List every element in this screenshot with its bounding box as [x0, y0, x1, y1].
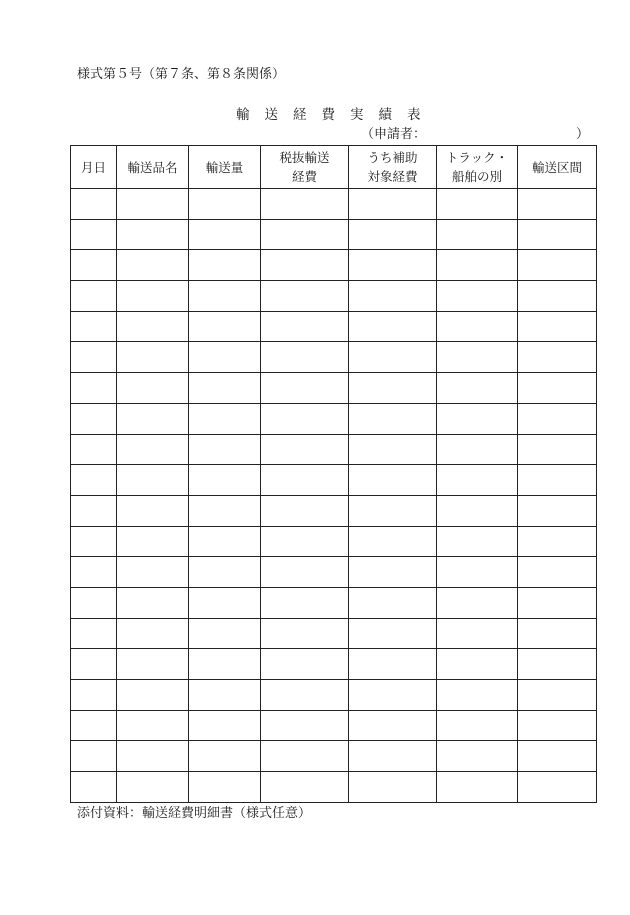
header-quantity — [189, 146, 261, 189]
cell-pretax-cost[interactable] — [261, 587, 349, 618]
cell-transport-mode[interactable] — [437, 250, 518, 281]
table-row — [71, 526, 597, 557]
cell-transport-mode[interactable] — [437, 342, 518, 373]
cell-date[interactable] — [71, 557, 117, 588]
header-transport-mode — [437, 146, 518, 189]
cell-quantity[interactable] — [189, 311, 261, 342]
cell-quantity[interactable] — [189, 649, 261, 680]
applicant-field[interactable] — [361, 126, 589, 144]
table-row — [71, 434, 597, 465]
cell-subsidy-cost[interactable] — [349, 373, 437, 404]
cell-quantity[interactable] — [189, 189, 261, 220]
cell-route[interactable] — [518, 557, 597, 588]
cell-item-name[interactable] — [117, 772, 189, 803]
cell-pretax-cost[interactable] — [261, 495, 349, 526]
cell-pretax-cost[interactable] — [261, 526, 349, 557]
cell-date[interactable] — [71, 311, 117, 342]
table-row — [71, 465, 597, 496]
cell-date[interactable] — [71, 219, 117, 250]
cell-quantity[interactable] — [189, 741, 261, 772]
header-item-name — [117, 146, 189, 189]
table-header-row — [71, 146, 597, 189]
cell-quantity[interactable] — [189, 680, 261, 711]
header-pretax-cost-line2: 経費 — [291, 169, 317, 184]
cell-transport-mode[interactable] — [437, 741, 518, 772]
cell-date[interactable] — [71, 495, 117, 526]
cell-date[interactable] — [71, 649, 117, 680]
cell-pretax-cost[interactable] — [261, 741, 349, 772]
cell-item-name[interactable] — [117, 680, 189, 711]
cell-route[interactable] — [518, 465, 597, 496]
cell-subsidy-cost[interactable] — [349, 434, 437, 465]
cell-subsidy-cost[interactable] — [349, 465, 437, 496]
cell-transport-mode[interactable] — [437, 526, 518, 557]
cell-item-name[interactable] — [117, 710, 189, 741]
table-row — [71, 649, 597, 680]
cell-subsidy-cost[interactable] — [349, 710, 437, 741]
cell-date[interactable] — [71, 526, 117, 557]
table-row — [71, 373, 597, 404]
cell-route[interactable] — [518, 680, 597, 711]
cell-quantity[interactable] — [189, 403, 261, 434]
cell-quantity[interactable] — [189, 495, 261, 526]
cell-transport-mode[interactable] — [437, 680, 518, 711]
cell-pretax-cost[interactable] — [261, 649, 349, 680]
header-pretax-cost-line1: 税抜輸送 — [279, 150, 330, 165]
cell-transport-mode[interactable] — [437, 557, 518, 588]
transport-cost-table — [70, 145, 597, 803]
table-row — [71, 618, 597, 649]
cell-date[interactable] — [71, 281, 117, 312]
cell-pretax-cost[interactable] — [261, 557, 349, 588]
cell-date[interactable] — [71, 618, 117, 649]
cell-quantity[interactable] — [189, 342, 261, 373]
header-subsidy-cost-line2: 対象経費 — [367, 169, 418, 184]
cell-pretax-cost[interactable] — [261, 680, 349, 711]
cell-pretax-cost[interactable] — [261, 434, 349, 465]
cell-transport-mode[interactable] — [437, 710, 518, 741]
document-title: 輸送経費実績表 — [236, 107, 436, 123]
cell-quantity[interactable] — [189, 465, 261, 496]
cell-quantity[interactable] — [189, 587, 261, 618]
cell-subsidy-cost[interactable] — [349, 495, 437, 526]
cell-item-name[interactable] — [117, 403, 189, 434]
cell-subsidy-cost[interactable] — [349, 311, 437, 342]
table-row — [71, 772, 597, 803]
cell-item-name[interactable] — [117, 526, 189, 557]
table-row — [71, 495, 597, 526]
table-row — [71, 219, 597, 250]
cell-route[interactable] — [518, 342, 597, 373]
header-pretax-cost — [261, 146, 349, 189]
cell-date[interactable] — [71, 342, 117, 373]
cell-pretax-cost[interactable] — [261, 189, 349, 220]
cell-transport-mode[interactable] — [437, 465, 518, 496]
attachment-note: 添付資料：輸送経費明細書（様式任意） — [77, 806, 312, 821]
cell-quantity[interactable] — [189, 250, 261, 281]
cell-item-name[interactable] — [117, 373, 189, 404]
cell-subsidy-cost[interactable] — [349, 189, 437, 220]
cell-subsidy-cost[interactable] — [349, 772, 437, 803]
header-item-name-line1: 輸送品名 — [127, 159, 178, 175]
cell-transport-mode[interactable] — [437, 772, 518, 803]
table-row — [71, 741, 597, 772]
cell-quantity[interactable] — [189, 281, 261, 312]
header-subsidy-cost-line1: うち補助 — [367, 150, 418, 165]
cell-route[interactable] — [518, 649, 597, 680]
cell-date[interactable] — [71, 680, 117, 711]
cell-transport-mode[interactable] — [437, 311, 518, 342]
cell-date[interactable] — [71, 587, 117, 618]
cell-route[interactable] — [518, 189, 597, 220]
header-transport-mode-line1: トラック・ — [445, 150, 509, 165]
cell-item-name[interactable] — [117, 741, 189, 772]
cell-subsidy-cost[interactable] — [349, 219, 437, 250]
header-quantity-line1: 輸送量 — [205, 159, 244, 175]
cell-quantity[interactable] — [189, 434, 261, 465]
cell-date[interactable] — [71, 403, 117, 434]
applicant-label: （申請者： — [361, 127, 427, 142]
cell-subsidy-cost[interactable] — [349, 618, 437, 649]
cell-quantity[interactable] — [189, 373, 261, 404]
cell-date[interactable] — [71, 434, 117, 465]
cell-subsidy-cost[interactable] — [349, 281, 437, 312]
header-date-line1: 月日 — [80, 159, 106, 175]
table-row — [71, 250, 597, 281]
cell-quantity[interactable] — [189, 772, 261, 803]
table-row — [71, 281, 597, 312]
table-row — [71, 587, 597, 618]
table-row — [71, 342, 597, 373]
cell-item-name[interactable] — [117, 649, 189, 680]
cell-subsidy-cost[interactable] — [349, 557, 437, 588]
cell-item-name[interactable] — [117, 618, 189, 649]
cell-subsidy-cost[interactable] — [349, 741, 437, 772]
cell-quantity[interactable] — [189, 710, 261, 741]
cell-route[interactable] — [518, 250, 597, 281]
table-row — [71, 189, 597, 220]
cell-pretax-cost[interactable] — [261, 465, 349, 496]
cell-transport-mode[interactable] — [437, 649, 518, 680]
cell-route[interactable] — [518, 495, 597, 526]
cell-date[interactable] — [71, 772, 117, 803]
cell-transport-mode[interactable] — [437, 434, 518, 465]
cell-route[interactable] — [518, 281, 597, 312]
header-transport-mode-line2: 船舶の別 — [451, 169, 502, 184]
cell-quantity[interactable] — [189, 219, 261, 250]
cell-route[interactable] — [518, 373, 597, 404]
cell-pretax-cost[interactable] — [261, 342, 349, 373]
header-subsidy-cost — [349, 146, 437, 189]
cell-pretax-cost[interactable] — [261, 618, 349, 649]
cell-quantity[interactable] — [189, 526, 261, 557]
table-row — [71, 710, 597, 741]
cell-date[interactable] — [71, 250, 117, 281]
cell-transport-mode[interactable] — [437, 587, 518, 618]
cell-pretax-cost[interactable] — [261, 281, 349, 312]
header-route — [518, 146, 597, 189]
cell-item-name[interactable] — [117, 342, 189, 373]
cell-date[interactable] — [71, 741, 117, 772]
applicant-close-paren: ） — [575, 127, 589, 142]
table-row — [71, 403, 597, 434]
cell-item-name[interactable] — [117, 434, 189, 465]
cell-route[interactable] — [518, 434, 597, 465]
cell-transport-mode[interactable] — [437, 403, 518, 434]
cell-date[interactable] — [71, 465, 117, 496]
form-number-label: 様式第５号（第７条、第８条関係） — [77, 67, 286, 82]
cell-transport-mode[interactable] — [437, 495, 518, 526]
header-date — [71, 146, 117, 189]
cell-date[interactable] — [71, 710, 117, 741]
cell-transport-mode[interactable] — [437, 618, 518, 649]
cell-route[interactable] — [518, 526, 597, 557]
cell-item-name[interactable] — [117, 311, 189, 342]
cell-item-name[interactable] — [117, 495, 189, 526]
cell-subsidy-cost[interactable] — [349, 649, 437, 680]
cell-pretax-cost[interactable] — [261, 772, 349, 803]
table-row — [71, 557, 597, 588]
cell-subsidy-cost[interactable] — [349, 342, 437, 373]
cell-route[interactable] — [518, 710, 597, 741]
cell-item-name[interactable] — [117, 189, 189, 220]
cell-transport-mode[interactable] — [437, 281, 518, 312]
cell-transport-mode[interactable] — [437, 219, 518, 250]
cell-transport-mode[interactable] — [437, 373, 518, 404]
cell-item-name[interactable] — [117, 281, 189, 312]
cell-subsidy-cost[interactable] — [349, 403, 437, 434]
cell-route[interactable] — [518, 741, 597, 772]
cell-pretax-cost[interactable] — [261, 710, 349, 741]
cell-item-name[interactable] — [117, 465, 189, 496]
cell-route[interactable] — [518, 618, 597, 649]
cell-subsidy-cost[interactable] — [349, 526, 437, 557]
cell-pretax-cost[interactable] — [261, 219, 349, 250]
header-route-line1: 輸送区間 — [531, 159, 582, 175]
cell-pretax-cost[interactable] — [261, 373, 349, 404]
cell-route[interactable] — [518, 311, 597, 342]
cell-quantity[interactable] — [189, 557, 261, 588]
cell-route[interactable] — [518, 219, 597, 250]
cell-item-name[interactable] — [117, 557, 189, 588]
cell-route[interactable] — [518, 403, 597, 434]
table-row — [71, 311, 597, 342]
cell-pretax-cost[interactable] — [261, 311, 349, 342]
cell-subsidy-cost[interactable] — [349, 680, 437, 711]
cell-item-name[interactable] — [117, 250, 189, 281]
cell-pretax-cost[interactable] — [261, 250, 349, 281]
cell-route[interactable] — [518, 772, 597, 803]
cell-date[interactable] — [71, 189, 117, 220]
cell-pretax-cost[interactable] — [261, 403, 349, 434]
cell-transport-mode[interactable] — [437, 189, 518, 220]
cell-quantity[interactable] — [189, 618, 261, 649]
table-body — [71, 189, 597, 803]
cell-date[interactable] — [71, 373, 117, 404]
cell-subsidy-cost[interactable] — [349, 587, 437, 618]
cell-subsidy-cost[interactable] — [349, 250, 437, 281]
cell-item-name[interactable] — [117, 219, 189, 250]
cell-item-name[interactable] — [117, 587, 189, 618]
table-row — [71, 680, 597, 711]
cell-route[interactable] — [518, 587, 597, 618]
